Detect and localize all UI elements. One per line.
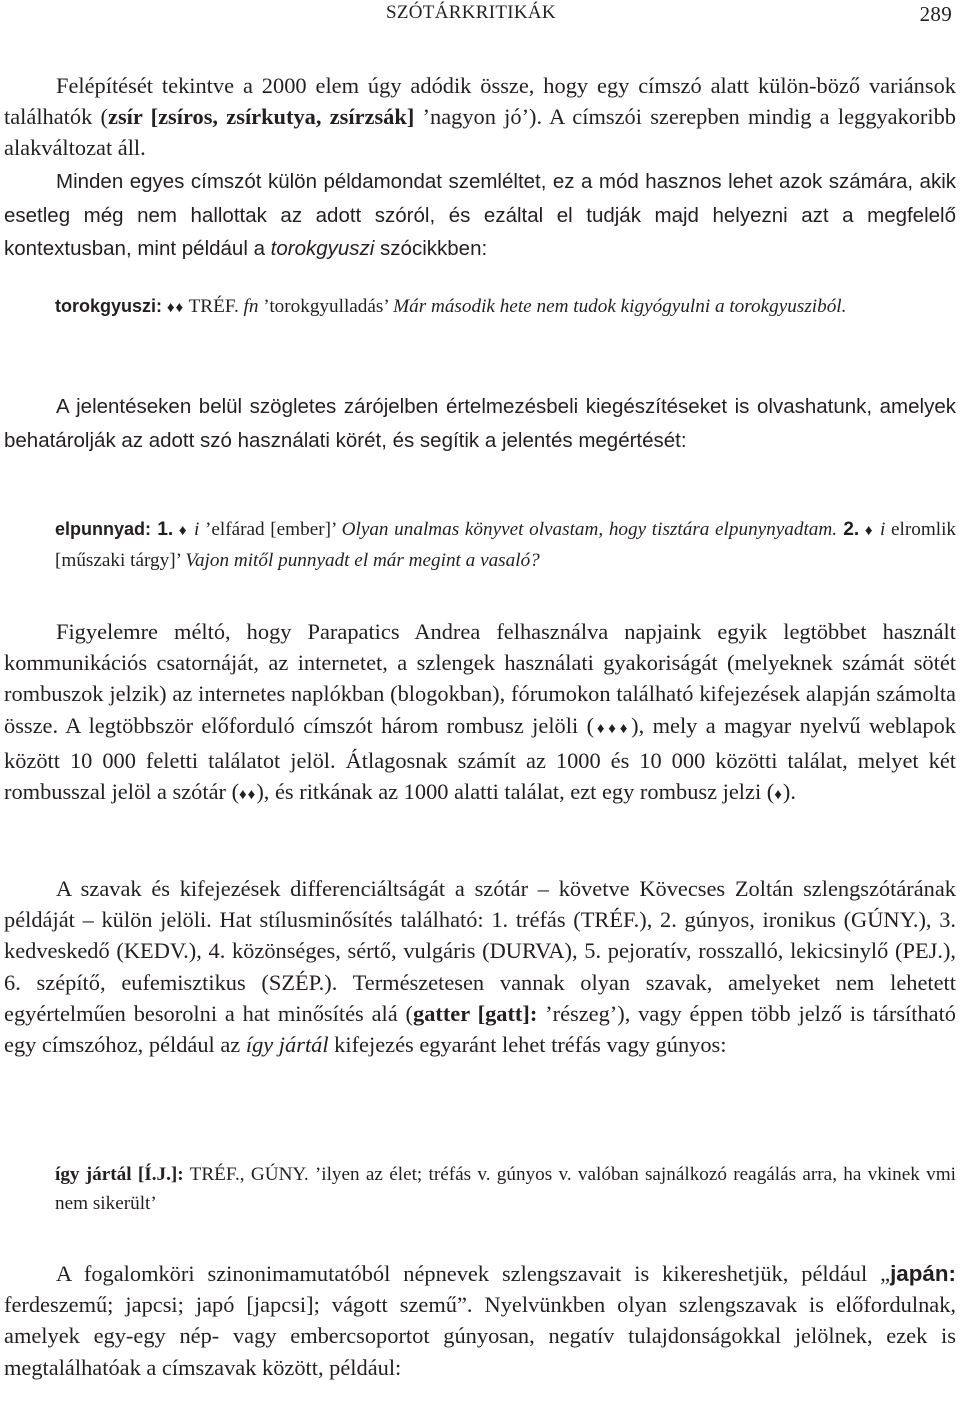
para5-text-3: kifejezés egyaránt lehet tréfás vagy gúnyos: (328, 1032, 727, 1058)
sense-number: 1. (151, 519, 174, 540)
para4-text-3: ), és ritkának az 1000 alatti találat, ezt egy rombusz jelzi ( (256, 779, 775, 805)
entry-gloss: ’torokgyulladás’ (258, 296, 394, 317)
para6-bold-term: japán: (890, 1261, 956, 1286)
para1-text-1: Felépítését tekintve a 2000 elem úgy adódik össze, hogy egy címszó alatt külön-böző variánsok találhatók ( (4, 73, 956, 130)
para5-text-1: A szavak és kifejezések differenciáltságát a szótár – követve Kövecses Zoltán szlengszótárának példáját – külön jelöli. Hat stílusminősítés található: 1. tréfás (TRÉF.), 2. gúnyos, ironikus (GÚNY.), 3. kedveskedő (KEDV.), 4. közönséges, sértő, vulgáris (DURVA), 5. pejoratív, rosszalló, lekicsinylő (PEJ.), 6. szépítő, eufemisztikus (SZÉP.). Természetesen vannak olyan szavak, amelyeket nem lehetett egyértelműen besorolni a hat minősítés alá ( (4, 876, 956, 1026)
entry-headword: torokgyuszi: (55, 296, 163, 316)
entry-gloss: ’elfárad [ember]’ (199, 519, 342, 540)
running-header (0, 2, 960, 26)
paragraph-synonyms (4, 1258, 956, 1383)
para2-italic-term: torokgyuszi (270, 237, 375, 260)
entry-pos: fn (243, 296, 259, 317)
entry-style-label: TRÉF. (184, 296, 244, 317)
para1-text-2: ’nagyon jó’). A címszói szerepben mindig a leggyakoribb alakváltozat áll. (4, 104, 957, 161)
entry-gloss: elromlik [műszaki tárgy]’ (55, 519, 957, 572)
entry-headword: elpunnyad: (55, 519, 152, 539)
two-diamonds-icon: ♦♦ (239, 787, 257, 804)
three-diamonds-icon: ♦♦♦ (594, 720, 632, 737)
para5-bold-example: gatter [gatt]: (413, 1000, 538, 1026)
para4-text-1: Figyelemre méltó, hogy Parapatics Andrea felhasználva napjaink egyik legtöbbet használt kommunikációs csatornáját, az internetet, a szlengek használati gyakoriságát (melyeknek számát sötét rombuszok jelzik) az internetes naplókban (blogokban), fórumokon található kifejezések alapján számolta össze. A legtöbbször előforduló címszót három rombusz jelöli ( (4, 619, 956, 738)
frequency-diamond-icon: ♦ (173, 523, 194, 539)
entry-text: TRÉF., GÚNY. ’ilyen az élet; tréfás v. gúnyos v. valóban sajnálkozó reagálás arra, ha vkinek vmi nem sikerült’ (55, 1164, 956, 1215)
entry-headword: így jártál [Í.J.]: (55, 1164, 184, 1185)
para6-text-2: ferdeszemű; japcsi; japó [japcsi]; vágott szemű”. Nyelvünkben olyan szlengszavak is előfordulnak, amelyek egy-egy nép- vagy embercsoportot gúnyosan, negatív tulajdonságokkal jelölnek, ezek is megtalálhatóak a címszavak között, például: (4, 1292, 956, 1380)
para6-text-1: A fogalomköri szinonimamutatóból népnevek szlengszavait is kikereshetjük, például „ (56, 1261, 891, 1286)
dictionary-entry-elpunnyad (55, 515, 956, 575)
para2-text-1: Minden egyes címszót külön példamondat szemléltet, ez a mód hasznos lehet azok számára, akik esetleg még nem hallottak az adott szóról, és ezáltal el tudják majd helyezni azt a megfelelő kontextusban, mint például a (4, 170, 956, 260)
para1-bold-example: zsír [zsíros, zsírkutya, zsírzsák] (108, 104, 415, 130)
paragraph-structure (4, 70, 956, 164)
para4-text-2: ), mely a magyar nyelvű weblapok között 10 000 feletti találatot jelöl. Átlagosnak számít az 1000 és 10 000 közötti találat, melyet két rombusszal jelöl a szótár ( (4, 712, 956, 805)
frequency-diamonds-icon: ♦♦ (166, 300, 185, 316)
page-number: 289 (919, 2, 952, 26)
sense-number: 2. (837, 519, 860, 540)
frequency-diamond-icon: ♦ (859, 523, 881, 539)
dictionary-entry-igy-jartal (55, 1160, 956, 1218)
entry-pos: i (193, 519, 200, 540)
paragraph-styles (4, 873, 956, 1060)
paragraph-frequency (4, 616, 956, 811)
para4-text-4: ). (782, 779, 796, 805)
entry-example: Olyan unalmas könyvet olvastam, hogy tisztára elpunynyadtam. (341, 519, 838, 540)
paragraph-brackets (4, 390, 956, 457)
entry-example: Vajon mitől punnyadt el már megint a vasaló? (185, 550, 540, 572)
entry-example: Már második hete nem tudok kigyógyulni a torokgyusziból. (393, 296, 847, 317)
para2-text-2: szócikkben: (374, 237, 488, 260)
para5-italic-term: így jártál (245, 1032, 329, 1058)
one-diamond-icon: ♦ (774, 787, 783, 804)
dictionary-entry-torokgyuszi (55, 292, 956, 323)
para5-text-2: ’részeg’), vagy éppen több jelző is társítható egy címszóhoz, például az (4, 1000, 957, 1058)
para3-text: A jelentéseken belül szögletes zárójelben értelmezésbeli kiegészítéseket is olvashatunk, amelyek behatárolják az adott szó használati körét, és segítik a jelentés megértését: (4, 395, 956, 452)
running-title: SZÓTÁRKRITIKÁK (386, 2, 556, 23)
paragraph-examples (4, 165, 956, 266)
entry-pos: i (880, 519, 886, 540)
